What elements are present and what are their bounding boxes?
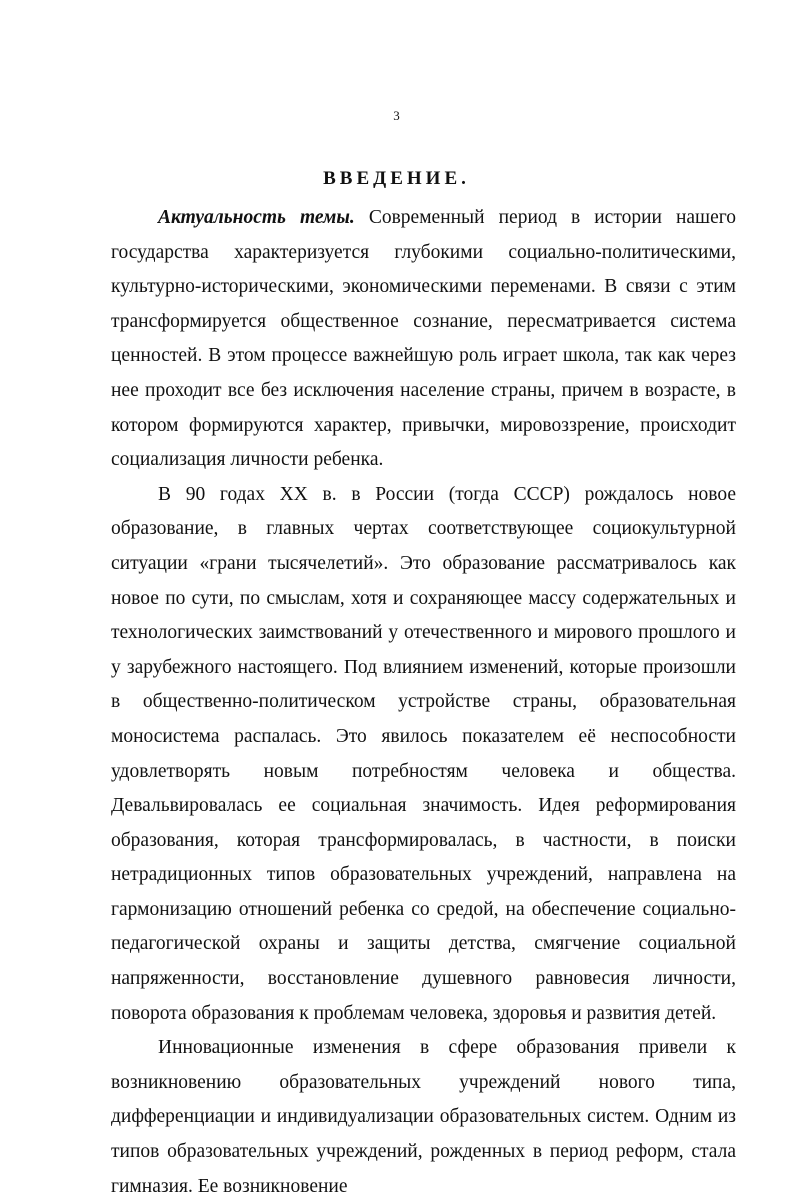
- paragraph-innovation: [111, 1031, 736, 1204]
- paragraph-reform: [111, 478, 736, 1032]
- section-heading: ВВЕДЕНИЕ.: [323, 168, 470, 189]
- paragraph-text: Современный период в истории нашего государства характеризуется глубокими социально-политическими, культурно-историческими, экономическими переменами. В связи с этим трансформируется общественное сознание, пересматривается система ценностей. В этом процессе важнейшую роль играет школа, так как через нее проходит все без исключения население страны, причем в возрасте, в котором формируются характер, привычки, мировоззрение, происходит социализация личности ребенка.: [111, 207, 736, 471]
- page-number: 3: [393, 108, 400, 123]
- paragraph-text: Инновационные изменения в сфере образования привели к возникновению образовательных учреждений нового типа, дифференциации и индивидуализации образовательных систем. Одним из типов образовательных учреждений, рожденных в период реформ, стала гимназия. Ее возникновение: [111, 1037, 736, 1197]
- paragraph-relevance: [111, 201, 736, 478]
- paragraph-lead: Актуальность темы.: [158, 207, 355, 228]
- paragraph-text: В 90 годах XX в. в России (тогда СССР) рождалось новое образование, в главных чертах соответствующее социокультурной ситуации «грани тысячелетий». Это образование рассматривалось как новое по сути, по смыслам, хотя и сохраняющее массу содержательных и технологических заимствований у отечественного и мирового прошлого и у зарубежного настоящего. Под влиянием изменений, которые произошли в общественно-политическом устройстве страны, образовательная моносистема распалась. Это явилось показателем её неспособности удовлетворять новым потребностям человека и общества. Девальвировалась ее социальная значимость. Идея реформирования образования, которая трансформировалась, в частности, в поиски нетрадиционных типов образовательных учреждений, направлена на гармонизацию отношений ребенка со средой, на обеспечение социально-педагогической охраны и защиты детства, смягчение социальной напряженности, восстановление душевного равновесия личности, поворота образования к проблемам человека, здоровья и развития детей.: [111, 483, 736, 1024]
- body-text: [111, 201, 736, 1204]
